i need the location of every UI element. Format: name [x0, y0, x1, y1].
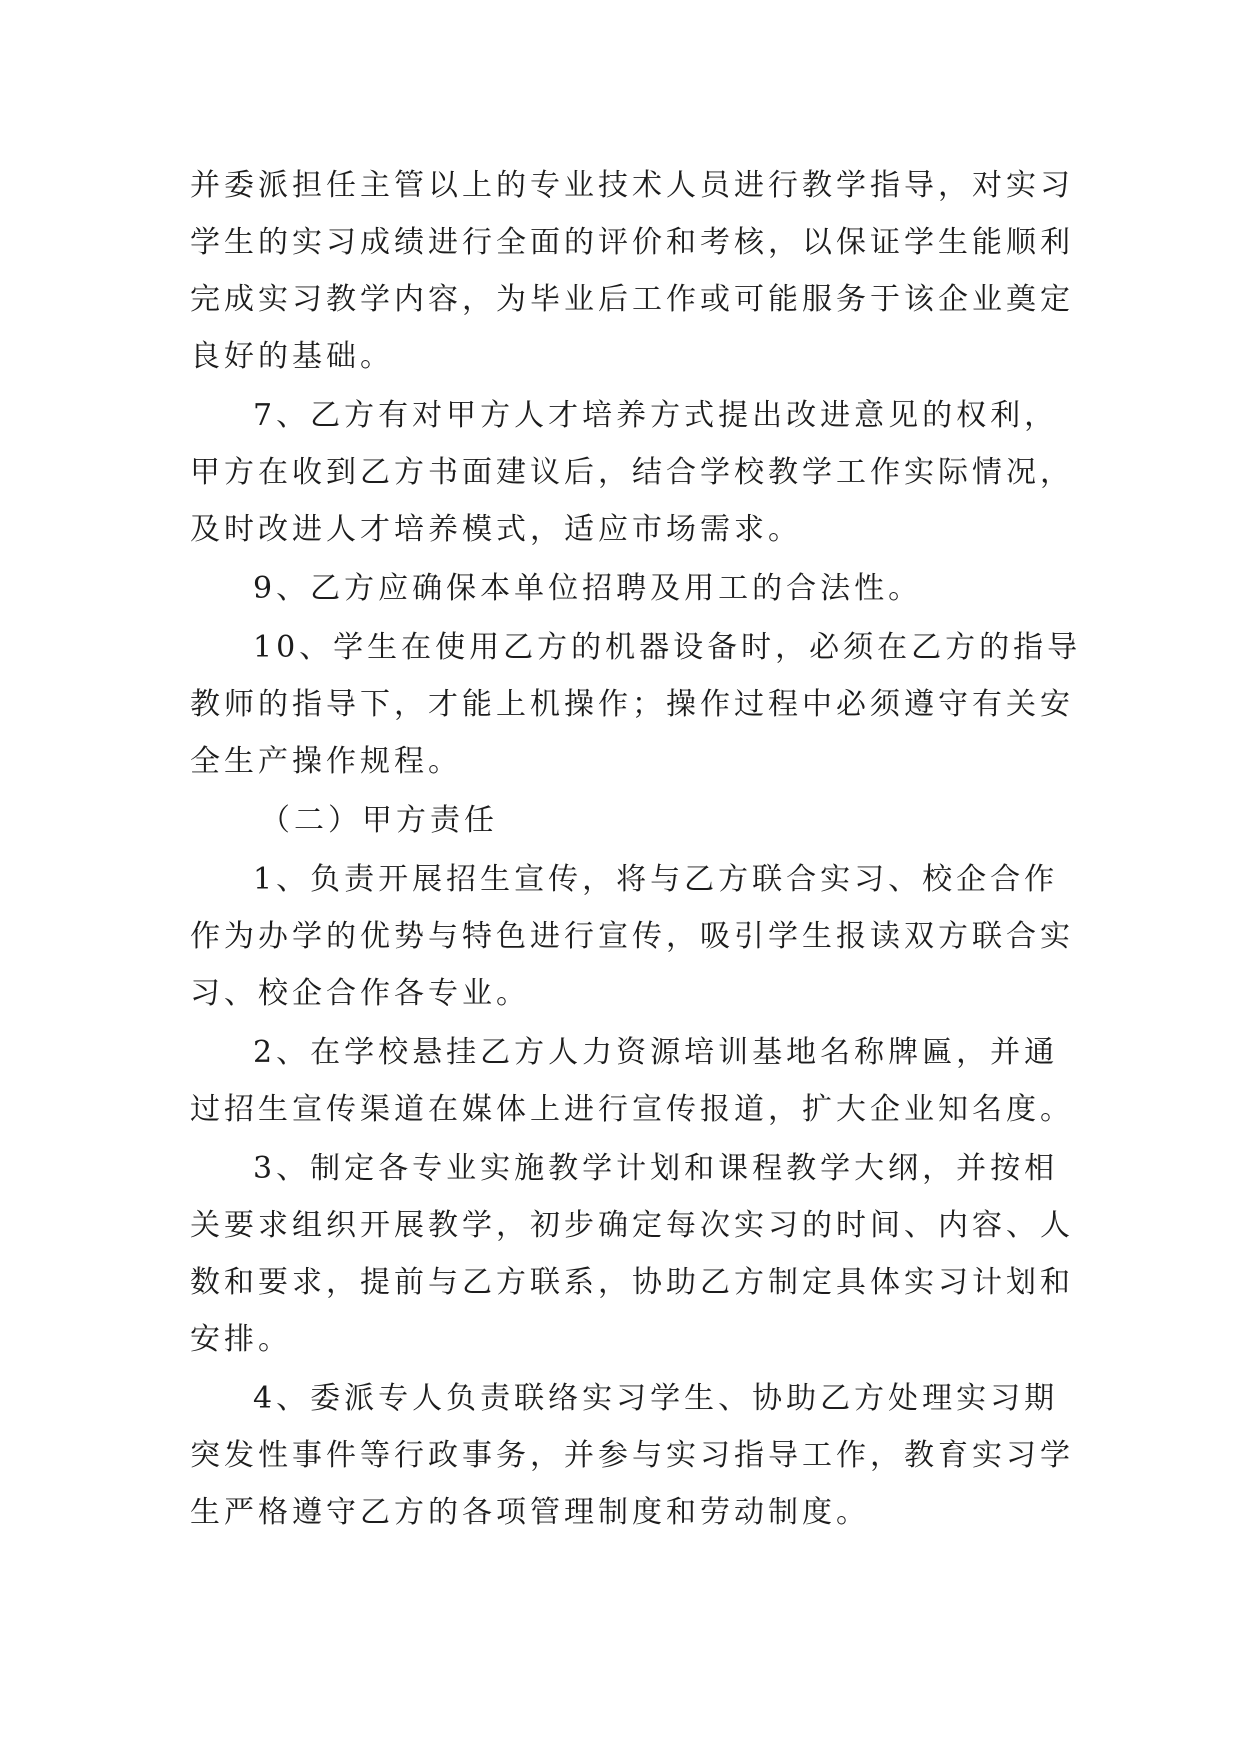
text-line: 10、学生在使用乙方的机器设备时，必须在乙方的指导 — [253, 630, 1082, 665]
text-line: 安排。 — [190, 1322, 292, 1357]
text-line: 7、乙方有对甲方人才培养方式提出改进意见的权利， — [253, 398, 1059, 433]
text-line: 关要求组织开展教学，初步确定每次实习的时间、内容、人 — [190, 1208, 1074, 1243]
text-line: 全生产操作规程。 — [190, 744, 462, 779]
section-heading: （二）甲方责任 — [260, 803, 498, 838]
text-line: 突发性事件等行政事务，并参与实习指导工作，教育实习学 — [190, 1438, 1074, 1473]
text-line: 1、负责开展招生宣传，将与乙方联合实习、校企合作 — [253, 862, 1059, 897]
text-line: 3、制定各专业实施教学计划和课程教学大纲，并按相 — [253, 1151, 1059, 1186]
text-line: 甲方在收到乙方书面建议后，结合学校教学工作实际情况， — [190, 455, 1074, 490]
text-line: 9、乙方应确保本单位招聘及用工的合法性。 — [253, 571, 923, 606]
text-line: 数和要求，提前与乙方联系，协助乙方制定具体实习计划和 — [190, 1265, 1074, 1300]
text-line: 生严格遵守乙方的各项管理制度和劳动制度。 — [190, 1495, 870, 1530]
text-line: 作为办学的优势与特色进行宣传，吸引学生报读双方联合实 — [190, 919, 1074, 954]
text-line: 教师的指导下，才能上机操作；操作过程中必须遵守有关安 — [190, 687, 1074, 722]
text-line: 良好的基础。 — [190, 339, 394, 374]
text-line: 2、在学校悬挂乙方人力资源培训基地名称牌匾，并通 — [253, 1035, 1059, 1070]
text-line: 过招生宣传渠道在媒体上进行宣传报道，扩大企业知名度。 — [190, 1092, 1074, 1127]
text-line: 习、校企合作各专业。 — [190, 976, 530, 1011]
text-line: 并委派担任主管以上的专业技术人员进行教学指导，对实习 — [190, 168, 1074, 203]
text-line: 4、委派专人负责联络实习学生、协助乙方处理实习期 — [253, 1381, 1059, 1416]
text-line: 完成实习教学内容，为毕业后工作或可能服务于该企业奠定 — [190, 282, 1074, 317]
text-line: 及时改进人才培养模式，适应市场需求。 — [190, 512, 802, 547]
text-line: 学生的实习成绩进行全面的评价和考核，以保证学生能顺利 — [190, 225, 1074, 260]
